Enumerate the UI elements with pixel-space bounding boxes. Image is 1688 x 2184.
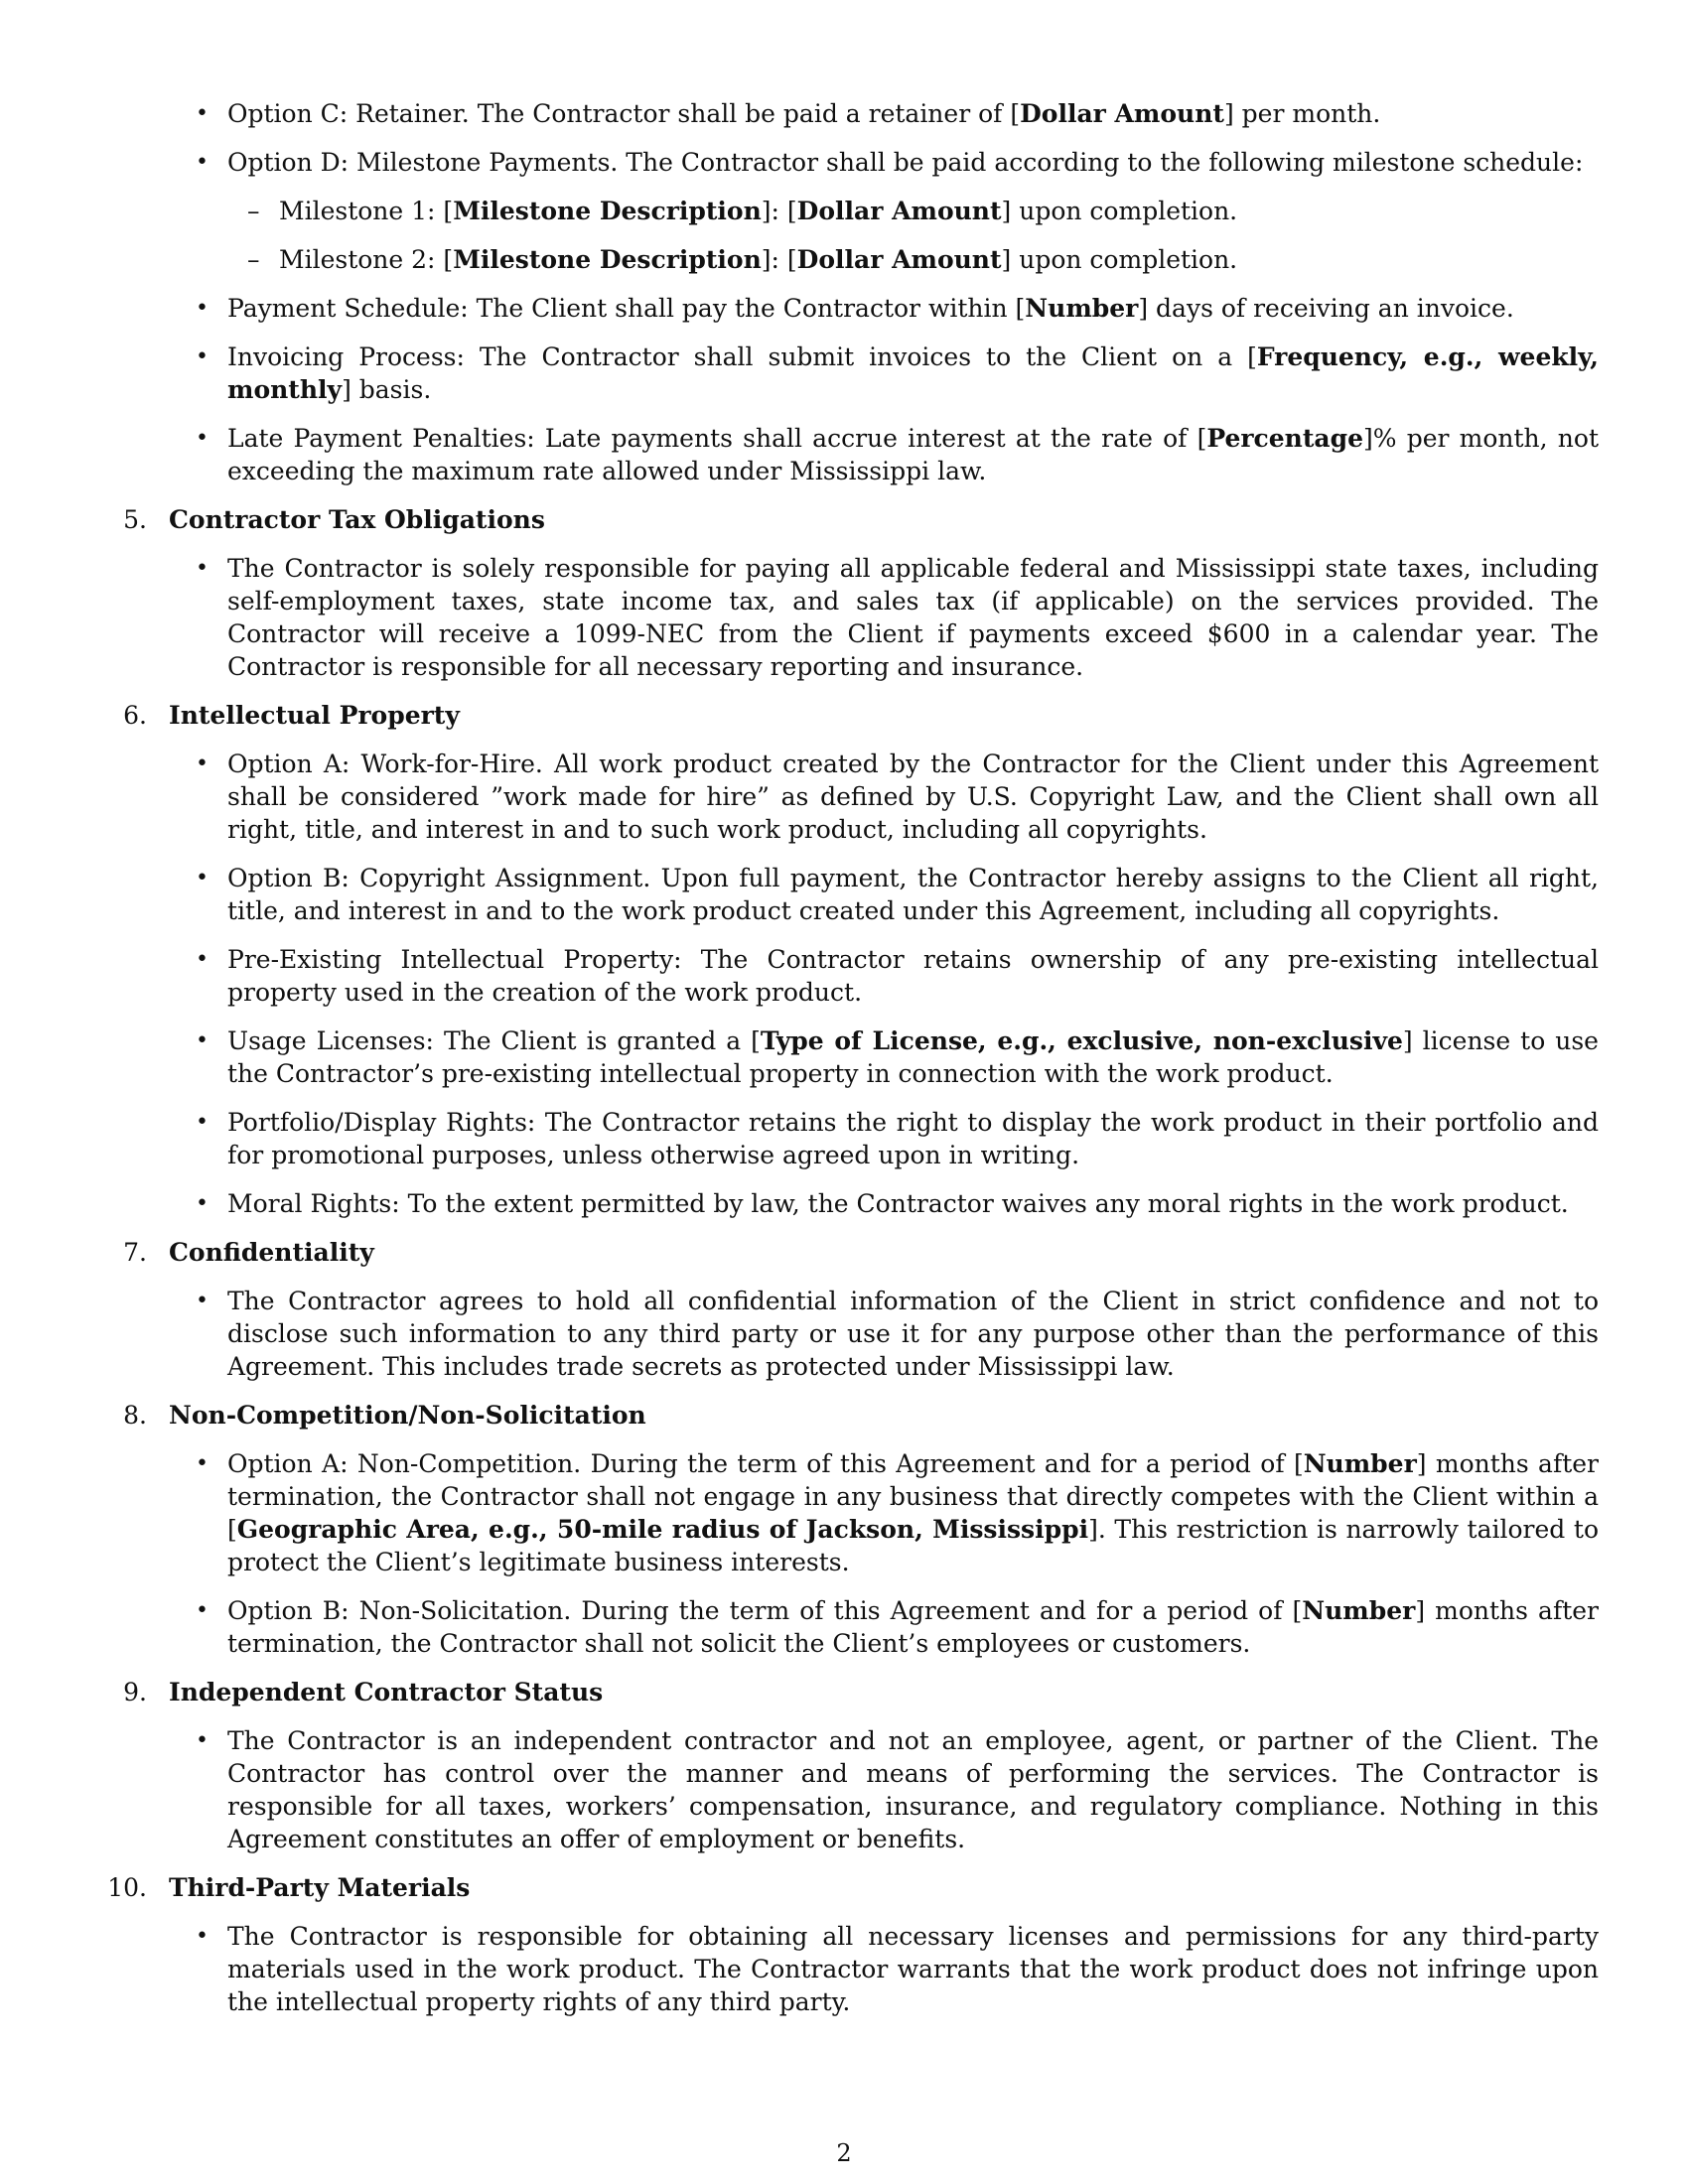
list-item: • Pre-Existing Intellectual Property: The Contractor retains ownership of any pre-existing intellectual property used in the creation of the work product. <box>129 943 1599 1009</box>
section-5 <box>123 503 1599 683</box>
milestone-list <box>227 195 1599 276</box>
list-item: • Option B: Non-Solicitation. During the term of this Agreement and for a period of [Number] months after termination, the Contractor shall not solicit the Client’s employees or customers. <box>129 1594 1599 1660</box>
list-item: • Portfolio/Display Rights: The Contractor retains the right to display the work product in their portfolio and for promotional purposes, unless otherwise agreed upon in writing. <box>129 1106 1599 1171</box>
list-item: • Option A: Non-Competition. During the term of this Agreement and for a period of [Number] months after termination, the Contractor shall not engage in any business that directly competes with the Client within a [Geographic Area, e.g., 50-mile radius of Jackson, Mississippi]. This restriction is narrowly tailored to protect the Client’s legitimate business interests. <box>129 1447 1599 1578</box>
list-item: • Option C: Retainer. The Contractor shall be paid a retainer of [Dollar Amount] per month. <box>129 97 1599 130</box>
document-body <box>107 97 1600 2034</box>
section-6 <box>123 699 1599 1220</box>
list-item: – Milestone 2: [Milestone Description]: [Dollar Amount] upon completion. <box>227 243 1599 276</box>
section-heading: 9. Independent Contractor Status <box>123 1678 604 1706</box>
list-item: • Usage Licenses: The Client is granted a [Type of License, e.g., exclusive, non-exclusive] license to use the Contractor’s pre-existing intellectual property in connection with the work product. <box>129 1024 1599 1090</box>
list-item: • Moral Rights: To the extent permitted by law, the Contractor waives any moral rights in the work product. <box>129 1187 1599 1220</box>
list-item: • Invoicing Process: The Contractor shall submit invoices to the Client on a [Frequency, e.g., weekly, monthly] basis. <box>129 341 1599 406</box>
list-item: • The Contractor is solely responsible for paying all applicable federal and Mississippi state taxes, including self-employment taxes, state income tax, and sales tax (if applicable) on the services provided. The Contractor will receive a 1099-NEC from the Client if payments exceed $600 in a calendar year. The Contractor is responsible for all necessary reporting and insurance. <box>129 552 1599 683</box>
section-heading: 5. Contractor Tax Obligations <box>123 505 545 534</box>
list-item: • Option D: Milestone Payments. The Contractor shall be paid according to the following milestone schedule: – Milestone 1: [Milestone Description]: [Dollar Amount] upon completion. – Milestone 2: [Milestone Description]: [Dollar Amount] upon completion. <box>129 146 1599 276</box>
section-10 <box>107 1871 1599 2018</box>
payment-options-list <box>129 97 1599 487</box>
section-8 <box>123 1399 1600 1660</box>
page-number: 2 <box>836 2139 852 2167</box>
section-heading: 10. Third-Party Materials <box>107 1873 471 1902</box>
list-item: • Payment Schedule: The Client shall pay the Contractor within [Number] days of receiving an invoice. <box>129 292 1599 325</box>
list-item: – Milestone 1: [Milestone Description]: [Dollar Amount] upon completion. <box>227 195 1599 227</box>
section-7 <box>123 1236 1599 1383</box>
section-9 <box>123 1676 1599 1855</box>
section-heading: 6. Intellectual Property <box>123 701 460 730</box>
list-item: • Option A: Work-for-Hire. All work product created by the Contractor for the Client under this Agreement shall be considered ”work made for hire” as defined by U.S. Copyright Law, and the Client shall own all right, title, and interest in and to such work product, including all copyrights. <box>129 748 1599 846</box>
section-heading: 7. Confidentiality <box>123 1238 374 1267</box>
list-item: • Late Payment Penalties: Late payments shall accrue interest at the rate of [Percentage]% per month, not exceeding the maximum rate allowed under Mississippi law. <box>129 422 1599 487</box>
list-item: • Option B: Copyright Assignment. Upon full payment, the Contractor hereby assigns to the Client all right, title, and interest in and to the work product created under this Agreement, including all copyrights. <box>129 862 1599 927</box>
list-item: • The Contractor is an independent contractor and not an employee, agent, or partner of the Client. The Contractor has control over the manner and means of performing the services. The Contractor is responsible for all taxes, workers’ compensation, insurance, and regulatory compliance. Nothing in this Agreement constitutes an offer of employment or benefits. <box>129 1724 1599 1855</box>
list-item: • The Contractor is responsible for obtaining all necessary licenses and permissions for any third-party materials used in the work product. The Contractor warrants that the work product does not infringe upon the intellectual property rights of any third party. <box>129 1920 1599 2018</box>
list-item: • The Contractor agrees to hold all confidential information of the Client in strict confidence and not to disclose such information to any third party or use it for any purpose other than the performance of this Agreement. This includes trade secrets as protected under Mississippi law. <box>129 1285 1599 1383</box>
section-heading: 8. Non-Competition/Non-Solicitation <box>123 1401 646 1430</box>
